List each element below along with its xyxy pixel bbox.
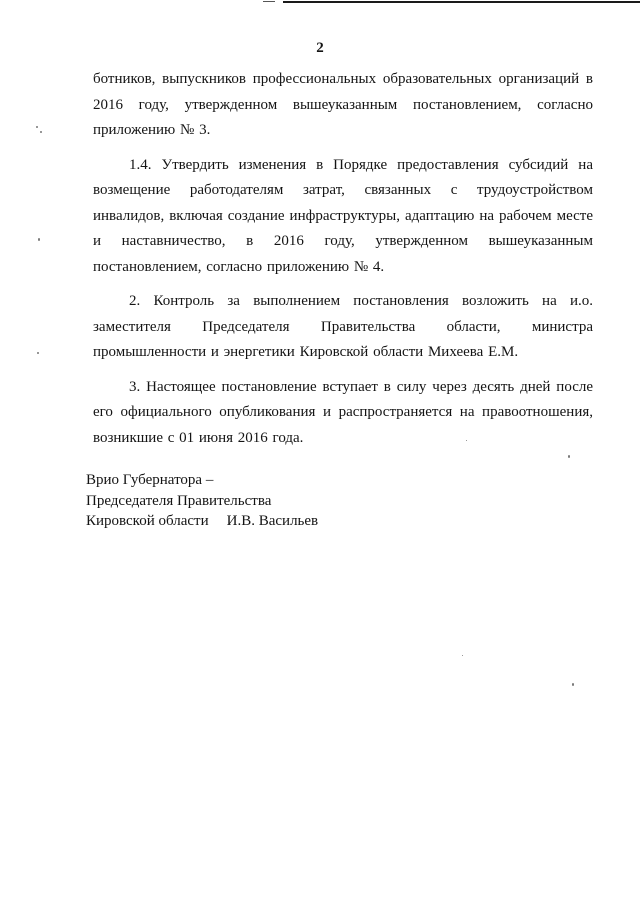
scan-speck [40,131,42,133]
scan-speck [572,683,574,686]
scan-speck [568,455,570,458]
scan-speck [36,126,38,128]
signature-title-line-2: Председателя Правительства [86,492,272,509]
scan-speck [462,655,463,656]
paragraph-item-2: 2. Контроль за выполнением постановления возложить на и.о. заместителя Председателя Правительства области, министра промышленности и энергетики Кировской области Михеева Е.М. [93,293,593,360]
signatory-name: И.В. Васильев [226,513,319,529]
paragraph-item-1-4: 1.4. Утвердить изменения в Порядке предоставления субсидий на возмещение работодателям затрат, связанных с трудоустройством инвалидов, включая создание инфраструктуры, адаптацию на рабочем месте и наставничество, в 2016 году, утвержденном вышеуказанным постановлением, согласно приложению № 4. [93,156,593,275]
top-edge-mark [263,1,275,2]
document-body [93,67,593,460]
top-edge-rule [283,1,640,3]
signature-title-line-3 [86,511,446,532]
scan-speck [466,440,467,441]
page-number: 2 [316,40,324,56]
paragraph-continuation: ботников, выпускников профессиональных образовательных организаций в 2016 году, утвержденном вышеуказанным постановлением, согласно приложению № 3. [93,71,593,138]
signature-title-line-1: Врио Губернатора – [86,472,214,488]
paragraph-item-3: 3. Настоящее постановление вступает в силу через десять дней после его официального опубликования и распространяется на правоотношения, возникшие с 01 июня 2016 года. [93,378,593,446]
scan-speck [38,238,40,241]
signature-region: Кировской области [86,513,209,529]
scan-speck [37,352,39,354]
signature-block [86,470,446,532]
